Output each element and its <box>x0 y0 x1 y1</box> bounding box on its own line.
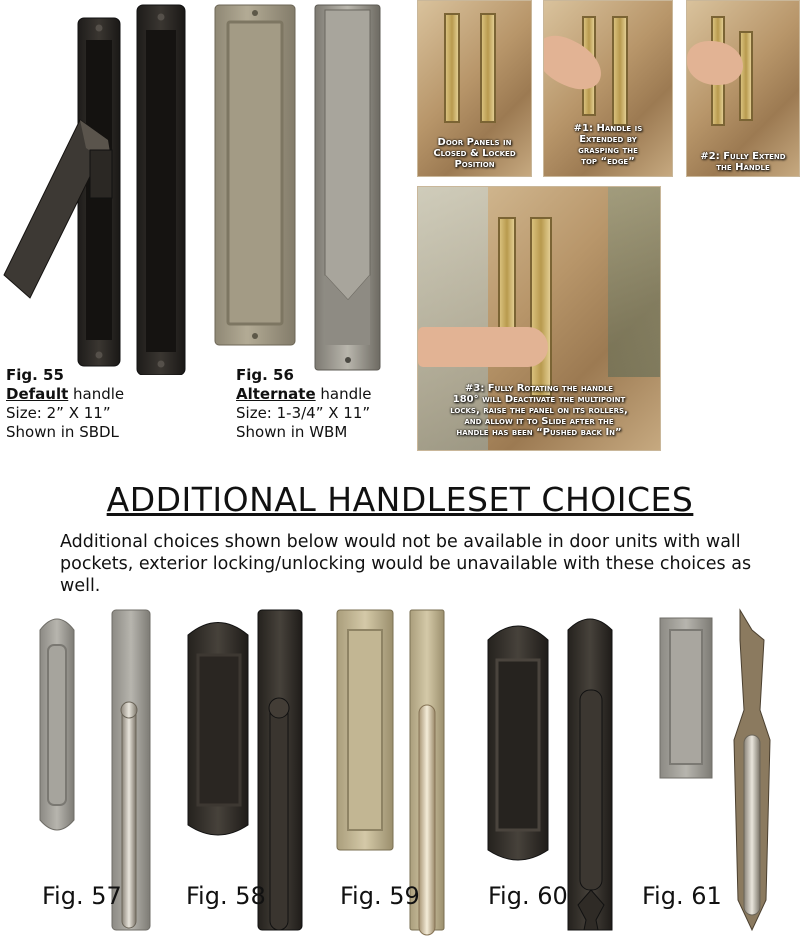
photo4-line1: #3: Fully Rotating the handle <box>464 383 614 394</box>
photo4-line4: and allow it to Slide after the <box>464 416 614 427</box>
photo-rotate-handle <box>417 186 661 451</box>
fig55-size: Size: 2” X 11” <box>6 404 111 422</box>
fig56-label: Fig. 56 <box>236 366 294 384</box>
fig57-label: Fig. 57 <box>42 882 122 910</box>
photo-closed-locked <box>417 0 532 177</box>
photo1-handle-right <box>480 13 496 123</box>
fig58-label: Fig. 58 <box>186 882 266 910</box>
fig55-type-bold: Default <box>6 385 69 403</box>
fig56-type-rest: handle <box>315 385 372 403</box>
photo2-line2: Extended by <box>579 134 637 145</box>
fig56-caption <box>236 366 372 442</box>
section-paragraph: Additional choices shown below would not be available in door units with wall pockets, exterior locking/unlocking would be unavailable with these choices as well. <box>60 532 752 596</box>
photo4-line3: locks, raise the panel on its rollers, <box>450 405 628 416</box>
photo3-line1: #2: Fully Extend <box>700 151 786 162</box>
photo1-handle-left <box>444 13 460 123</box>
photo-fully-extend <box>686 0 800 177</box>
fig56-type <box>236 385 372 404</box>
fig55-caption <box>6 366 124 442</box>
fig55-type-rest: handle <box>68 385 125 403</box>
fig59-label: Fig. 59 <box>340 882 420 910</box>
photo3-caption <box>687 151 799 173</box>
photo2-caption <box>544 123 672 167</box>
fig55-finish: Shown in SBDL <box>6 423 119 441</box>
photo3-line2: the Handle <box>716 162 770 173</box>
fig55-handle-illustration <box>0 0 200 375</box>
photo3-hand <box>687 41 743 85</box>
photo2-handle-right <box>612 16 628 126</box>
section-heading: ADDITIONAL HANDLESET CHOICES <box>106 480 694 519</box>
photo4-background <box>608 187 661 377</box>
fig55-type <box>6 385 124 404</box>
photo1-caption <box>418 137 531 170</box>
fig55-label: Fig. 55 <box>6 366 64 384</box>
photo2-line1: #1: Handle is <box>573 123 643 134</box>
photo3-handle-right <box>739 31 753 121</box>
photo2-hand <box>543 28 610 97</box>
fig61-label: Fig. 61 <box>642 882 722 910</box>
photo2-line3: grasping the <box>578 145 638 156</box>
photo1-line2: Closed & Locked <box>433 148 516 159</box>
photo4-line2: 180° will Deactivate the multipoint <box>452 394 626 405</box>
photo4-caption <box>418 383 660 438</box>
fig60-label: Fig. 60 <box>488 882 568 910</box>
photo4-line5: handle has been “Pushed back In” <box>456 427 622 438</box>
photo4-handle-right <box>530 217 552 397</box>
photo2-line4: top “edge” <box>581 156 635 167</box>
fig56-handle-illustration <box>210 0 385 375</box>
fig56-type-bold: Alternate <box>236 385 316 403</box>
photo1-line3: Position <box>454 159 495 170</box>
photo-handle-extended <box>543 0 673 177</box>
fig56-finish: Shown in WBM <box>236 423 348 441</box>
fig56-size: Size: 1-3/4” X 11” <box>236 404 371 422</box>
photo1-line1: Door Panels in <box>437 137 512 148</box>
photo4-hand <box>418 327 548 367</box>
